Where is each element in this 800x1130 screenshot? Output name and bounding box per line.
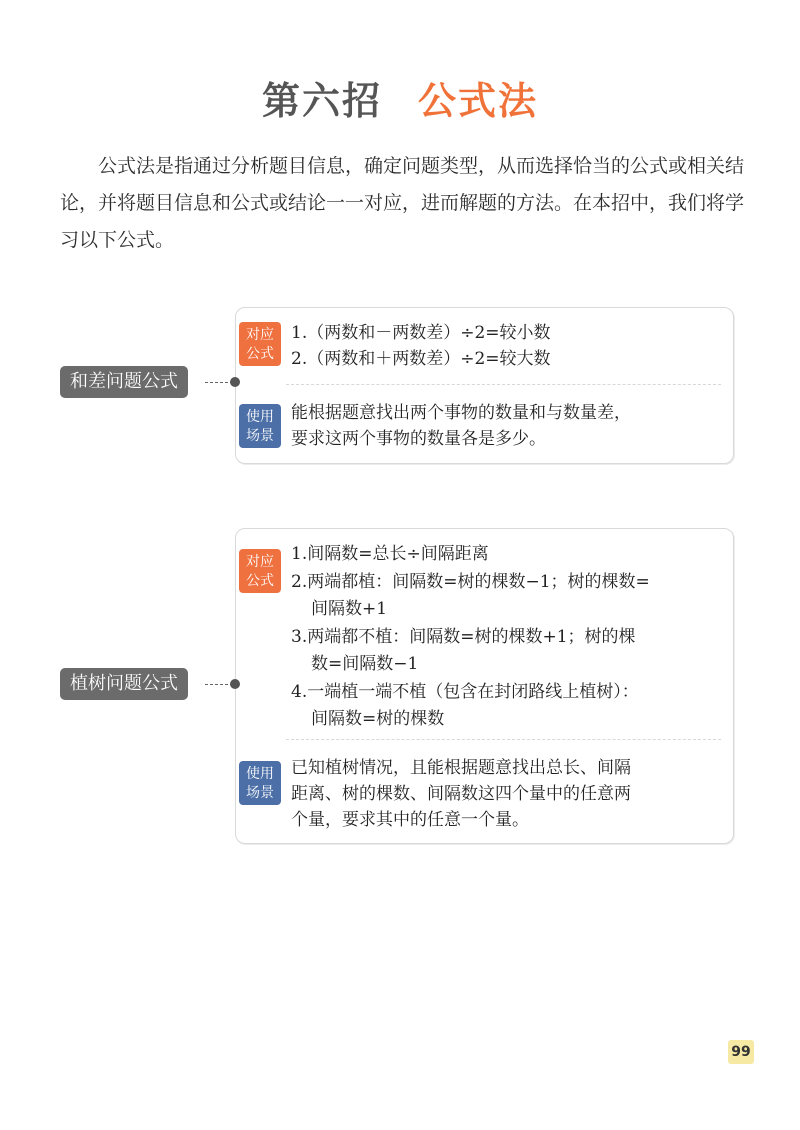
formula-line: 间隔数+1 [311,599,388,619]
formula-line: 1.（两数和－两数差）÷2=较小数 [291,323,551,343]
formula-line: 数=间隔数−1 [311,654,419,674]
tree-planting-label: 植树问题公式 [60,668,188,700]
connector-dot [230,679,240,689]
formula-line: 2.（两数和＋两数差）÷2=较大数 [291,349,551,369]
usage-badge: 使用 场景 [239,761,281,805]
tree-planting-card [235,528,734,844]
formula-line: 3.两端都不植：间隔数=树的棵数+1；树的棵 [291,626,636,647]
usage-badge: 使用 场景 [239,404,281,448]
formula-list [291,320,723,372]
usage-text: 能根据题意找出两个事物的数量和与数量差， 要求这两个事物的数量各是多少。 [291,403,631,449]
title-chapter: 第六招 [261,79,382,123]
formula-badge: 对应 公式 [239,322,281,366]
divider [286,384,721,385]
formula-badge: 对应 公式 [239,549,281,593]
page-number: 99 [728,1040,754,1064]
formula-line: 4.一端植一端不植（包含在封闭路线上植树）： [291,681,639,702]
formula-line: 2.两端都植：间隔数=树的棵数−1；树的棵数= [291,571,650,592]
connector-dot [230,377,240,387]
sum-difference-card [235,307,734,464]
formula-line: 1.间隔数=总长÷间隔距离 [291,544,489,564]
connector-line [205,382,233,383]
divider [286,739,721,740]
intro-paragraph: 公式法是指通过分析题目信息，确定问题类型，从而选择恰当的公式或相关结论，并将题目信息和公式或结论一一对应，进而解题的方法。在本招中，我们将学习以下公式。 [60,155,745,251]
usage-text: 已知植树情况，且能根据题意找出总长、间隔 距离、树的棵数、间隔数这四个量中的任意两 个量，要求其中的任意一个量。 [291,758,631,830]
formula-list [291,541,723,734]
formula-line: 间隔数=树的棵数 [311,709,445,729]
title-method: 公式法 [418,79,539,123]
page-title [0,70,800,125]
sum-difference-label: 和差问题公式 [60,366,188,398]
connector-line [205,684,233,685]
